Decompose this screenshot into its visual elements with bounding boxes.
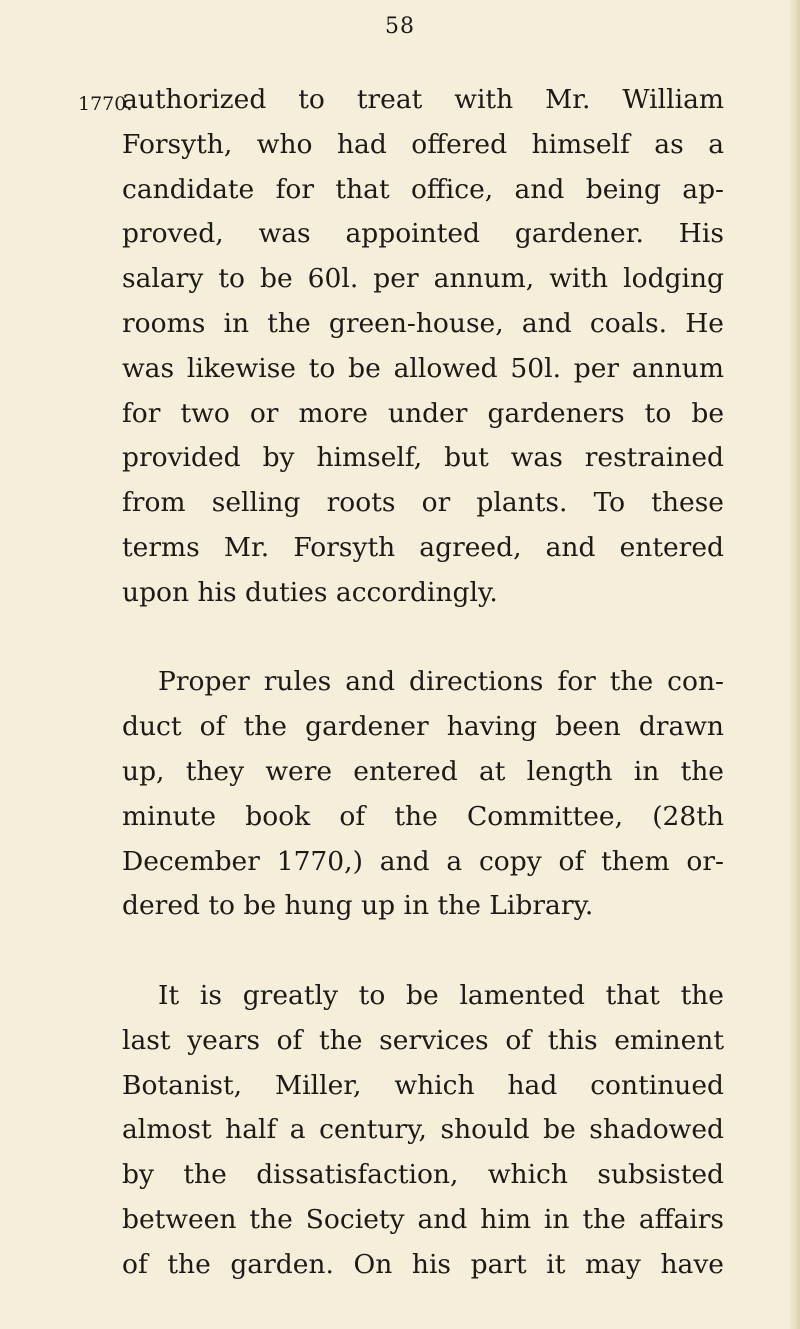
text-line: salary to be 60l. per annum, with lodging [122, 263, 724, 295]
text-line: almost half a century, should be shadowed [122, 1114, 724, 1146]
text-line: rooms in the green-house, and coals. He [122, 307, 724, 339]
text-line: candidate for that office, and being ap- [122, 173, 724, 205]
text-line: upon his duties accordingly. [122, 576, 498, 608]
paragraph-2 [122, 660, 724, 929]
margin-year: 1770. [78, 93, 133, 115]
page-number: 58 [385, 14, 415, 39]
paragraph-3 [122, 974, 724, 1288]
text-line: of the garden. On his part it may have [122, 1248, 724, 1280]
text-line: It is greatly to be lamented that the [158, 979, 724, 1011]
paragraph-gap [122, 616, 724, 661]
text-line: by the dissatisfaction, which subsisted [122, 1159, 724, 1191]
paragraph-gap [122, 929, 724, 974]
text-line: last years of the services of this eminent [122, 1024, 724, 1056]
paragraph-1 [122, 78, 724, 616]
page-edge [790, 0, 800, 1329]
text-line: dered to be hung up in the Library. [122, 890, 594, 922]
text-line: provided by himself, but was restrained [122, 442, 724, 474]
text-line: December 1770,) and a copy of them or- [122, 845, 724, 877]
text-line: between the Society and him in the affairs [122, 1203, 724, 1235]
text-line: proved, was appointed gardener. His [122, 218, 724, 250]
text-line: Botanist, Miller, which had continued [122, 1069, 724, 1101]
text-line: authorized to treat with Mr. William [122, 84, 724, 115]
body-text [122, 78, 724, 1288]
text-line: minute book of the Committee, (28th [122, 800, 724, 832]
text-line: for two or more under gardeners to be [122, 397, 724, 429]
text-line: Forsyth, who had offered himself as a [122, 128, 724, 160]
text-line: terms Mr. Forsyth agreed, and entered [122, 531, 724, 563]
text-line: from selling roots or plants. To these [122, 487, 724, 519]
text-line: Proper rules and directions for the con- [158, 666, 724, 698]
text-line: up, they were entered at length in the [122, 755, 724, 787]
text-line: duct of the gardener having been drawn [122, 711, 724, 743]
text-line: was likewise to be allowed 50l. per annum [122, 352, 724, 384]
